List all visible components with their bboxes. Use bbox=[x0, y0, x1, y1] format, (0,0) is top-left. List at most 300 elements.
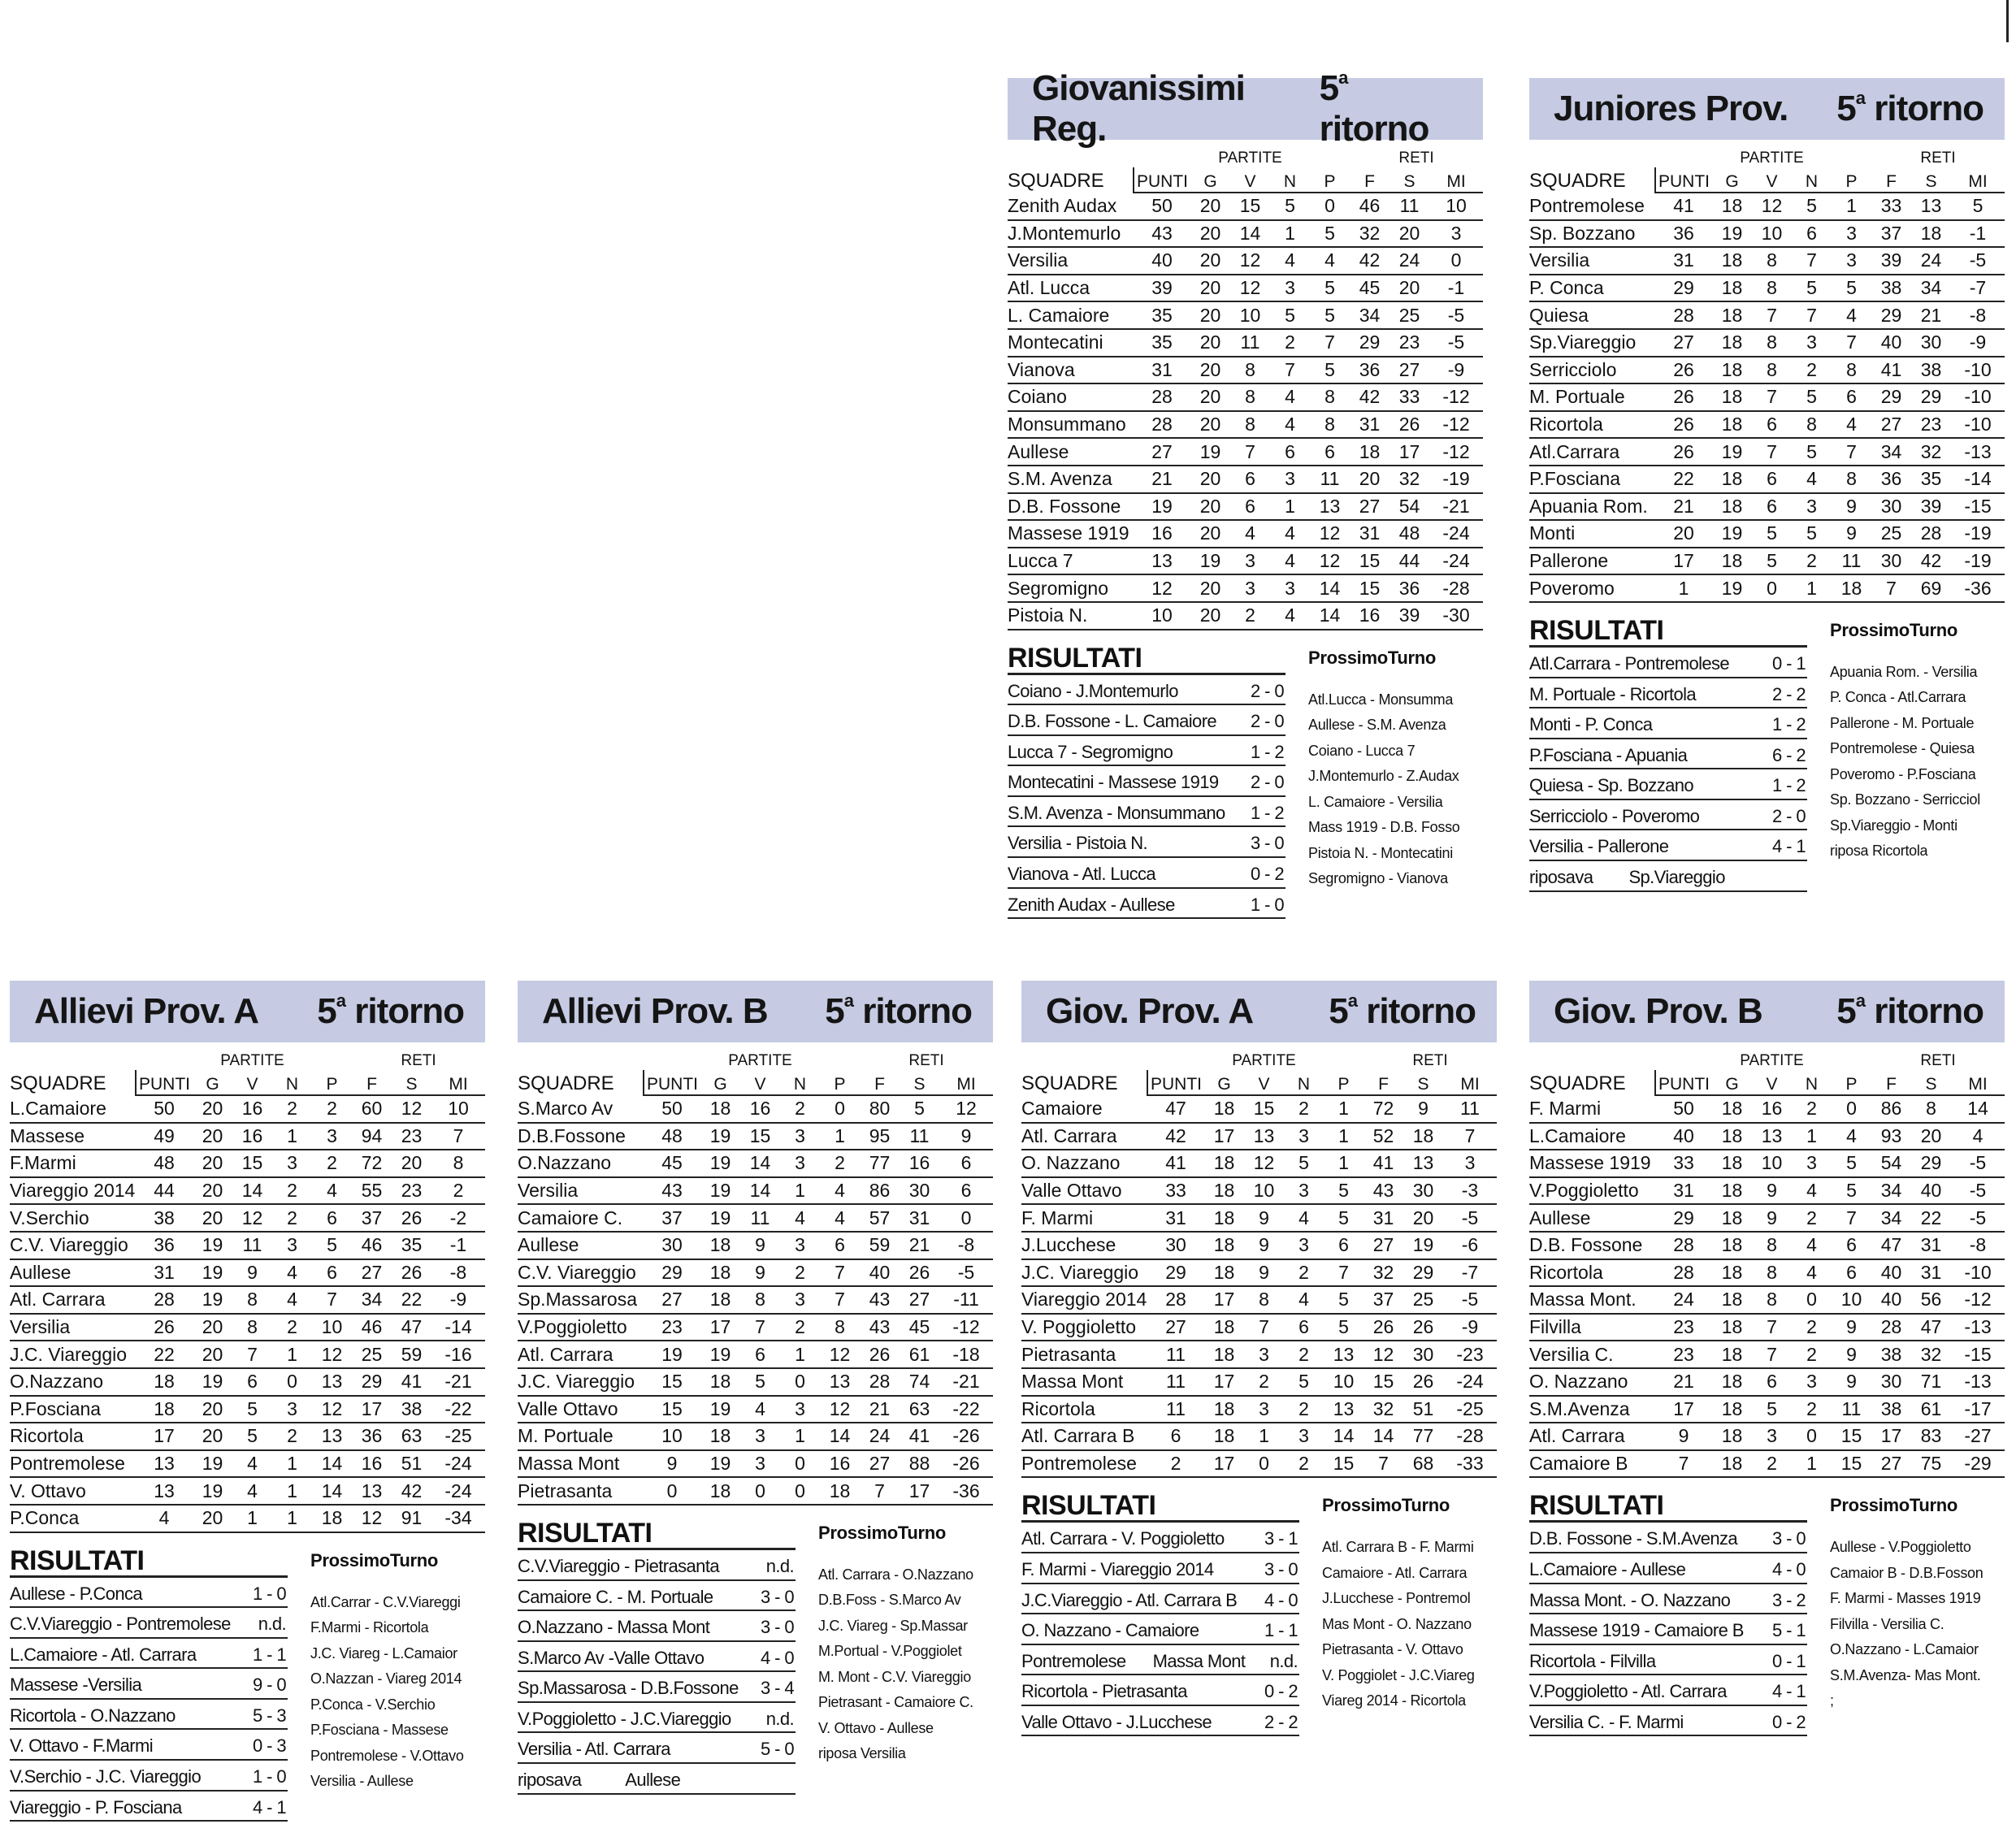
stat-cell: 19 bbox=[644, 1341, 700, 1368]
table-row bbox=[518, 1232, 993, 1259]
results-title: RISULTATI bbox=[1529, 1489, 1807, 1523]
standings-table bbox=[10, 1051, 485, 1533]
stat-cell: 21 bbox=[1655, 493, 1712, 521]
team-name: P.Fosciana bbox=[1529, 466, 1655, 493]
stat-cell: 5 bbox=[1270, 301, 1310, 329]
stat-cell: -24 bbox=[1429, 548, 1483, 575]
col-n: N bbox=[1792, 1070, 1832, 1095]
stat-cell: 7 bbox=[312, 1286, 352, 1314]
stat-cell: 0 bbox=[1310, 193, 1350, 220]
table-row bbox=[1021, 1314, 1497, 1341]
match-teams: Atl. Carrara - V. Poggioletto bbox=[1021, 1528, 1225, 1549]
team-name: J.C. Viareggio bbox=[1021, 1259, 1147, 1287]
column-header-row bbox=[1008, 167, 1483, 193]
stat-cell: 61 bbox=[1911, 1396, 1951, 1423]
stat-cell: 12 bbox=[1134, 574, 1190, 602]
match-teams: Lucca 7 - Segromigno bbox=[1008, 741, 1173, 762]
stat-cell: 32 bbox=[1364, 1259, 1403, 1287]
partite-group-label: PARTITE bbox=[1740, 1052, 1804, 1069]
stat-cell: 7 bbox=[1792, 301, 1832, 329]
team-name: Versilia bbox=[10, 1314, 136, 1341]
stat-cell: 2 bbox=[780, 1095, 820, 1123]
stat-cell: -9 bbox=[431, 1286, 485, 1314]
stat-cell: 28 bbox=[1134, 383, 1190, 411]
stat-cell: 54 bbox=[1390, 493, 1429, 521]
stat-cell: 4 bbox=[1270, 520, 1310, 548]
stat-cell: -12 bbox=[1429, 383, 1483, 411]
stat-cell: 0 bbox=[1429, 247, 1483, 275]
stat-cell: 4 bbox=[1832, 301, 1871, 329]
result-row bbox=[1008, 827, 1285, 858]
stat-cell: 6 bbox=[1230, 493, 1270, 521]
stat-cell: 18 bbox=[1403, 1123, 1443, 1150]
stat-cell: -28 bbox=[1429, 574, 1483, 602]
col-mi: MI bbox=[1443, 1070, 1497, 1095]
stat-cell: 12 bbox=[1752, 193, 1792, 220]
stat-cell: 11 bbox=[1832, 1396, 1871, 1423]
stat-cell: 0 bbox=[780, 1368, 820, 1396]
stat-cell: 2 bbox=[1792, 357, 1832, 384]
table-row bbox=[1021, 1423, 1497, 1450]
stat-cell: 7 bbox=[1752, 438, 1792, 466]
stat-cell: 2 bbox=[312, 1150, 352, 1177]
stat-cell: 1 bbox=[1244, 1423, 1284, 1450]
stat-cell: 1 bbox=[272, 1450, 312, 1478]
match-teams: Camaiore C. - M. Portuale bbox=[518, 1586, 713, 1607]
stat-cell: 3 bbox=[740, 1450, 780, 1478]
stat-cell: 5 bbox=[1324, 1286, 1364, 1314]
stat-cell: 23 bbox=[1390, 329, 1429, 357]
stat-cell: -5 bbox=[1429, 301, 1483, 329]
stat-cell: 20 bbox=[193, 1314, 232, 1341]
team-name: O.Nazzano bbox=[518, 1150, 644, 1177]
column-header-row bbox=[1021, 1070, 1497, 1095]
stat-cell: -12 bbox=[1429, 438, 1483, 466]
stat-cell: 15 bbox=[740, 1123, 780, 1150]
stat-cell: -5 bbox=[1951, 247, 2005, 275]
stat-cell: 29 bbox=[1403, 1259, 1443, 1287]
team-name: M. Portuale bbox=[1529, 383, 1655, 411]
stat-cell: 8 bbox=[820, 1314, 860, 1341]
stat-cell: 39 bbox=[1871, 247, 1911, 275]
stat-cell: 31 bbox=[1911, 1259, 1951, 1287]
stat-cell: 22 bbox=[392, 1286, 431, 1314]
stat-cell: 8 bbox=[232, 1314, 272, 1341]
fixture-item: Camaior B - D.B.Fosson bbox=[1830, 1564, 1983, 1581]
stat-cell: 14 bbox=[1951, 1095, 2005, 1123]
results-section bbox=[10, 1545, 485, 1822]
stat-cell: 13 bbox=[136, 1450, 193, 1478]
team-name: Ricortola bbox=[1529, 1259, 1655, 1287]
stat-cell: 25 bbox=[1403, 1286, 1443, 1314]
stat-cell: 13 bbox=[352, 1477, 392, 1505]
team-name: Sp.Viareggio bbox=[1529, 329, 1655, 357]
stat-cell: 2 bbox=[1792, 1314, 1832, 1341]
stat-cell: 5 bbox=[1310, 357, 1350, 384]
stat-cell: 32 bbox=[1911, 438, 1951, 466]
stat-cell: 14 bbox=[740, 1150, 780, 1177]
team-name: Viareggio 2014 bbox=[10, 1177, 136, 1205]
stat-cell: 28 bbox=[1655, 301, 1712, 329]
table-row bbox=[1529, 1450, 2005, 1478]
round-number: 5 bbox=[1836, 991, 1856, 1031]
partite-group-label: PARTITE bbox=[220, 1052, 284, 1069]
stat-cell: -21 bbox=[431, 1368, 485, 1396]
table-row bbox=[1021, 1286, 1497, 1314]
stat-cell: 26 bbox=[1403, 1368, 1443, 1396]
stat-cell: 6 bbox=[312, 1259, 352, 1287]
match-score: 3 - 0 bbox=[1250, 833, 1285, 854]
next-round-list bbox=[1830, 660, 2005, 864]
stat-cell: 11 bbox=[740, 1204, 780, 1232]
stat-cell: 44 bbox=[1390, 548, 1429, 575]
stat-cell: 21 bbox=[860, 1396, 900, 1423]
results-section bbox=[518, 1517, 993, 1795]
table-row bbox=[1529, 1396, 2005, 1423]
stat-cell: 9 bbox=[1655, 1423, 1712, 1450]
stat-cell: 2 bbox=[1284, 1341, 1324, 1368]
stat-cell: 21 bbox=[900, 1232, 939, 1259]
stat-cell: 20 bbox=[1190, 275, 1230, 302]
team-name: Ricortola bbox=[1021, 1396, 1147, 1423]
stat-cell: 0 bbox=[1752, 574, 1792, 602]
match-teams: S.Marco Av -Valle Ottavo bbox=[518, 1647, 705, 1668]
match-score: 1 - 1 bbox=[1264, 1620, 1298, 1641]
stat-cell: 48 bbox=[1390, 520, 1429, 548]
stat-cell: 9 bbox=[740, 1232, 780, 1259]
stat-cell: 18 bbox=[1712, 193, 1752, 220]
result-row bbox=[1529, 1584, 1807, 1615]
team-name: Ricortola bbox=[1529, 411, 1655, 439]
stat-cell: 20 bbox=[1350, 466, 1390, 493]
group-header-row bbox=[1008, 148, 1483, 167]
fixture-item: ; bbox=[1830, 1692, 1834, 1709]
match-teams: C.V.Viareggio - Pontremolese bbox=[10, 1614, 231, 1635]
reti-group-label: RETI bbox=[401, 1052, 436, 1069]
stat-cell: 7 bbox=[1792, 247, 1832, 275]
result-row bbox=[10, 1578, 288, 1609]
stat-cell: 11 bbox=[1443, 1095, 1497, 1123]
standings-table bbox=[1021, 1051, 1497, 1478]
stat-cell: 26 bbox=[136, 1314, 193, 1341]
stat-cell: 3 bbox=[1832, 247, 1871, 275]
match-score: 0 - 2 bbox=[1264, 1681, 1298, 1702]
stat-cell: 18 bbox=[1712, 1232, 1752, 1259]
fixture-item: P.Fosciana - Massese bbox=[310, 1722, 449, 1738]
stat-cell: 8 bbox=[1752, 1259, 1792, 1287]
result-row bbox=[518, 1672, 796, 1703]
col-p: P bbox=[820, 1070, 860, 1095]
stat-cell: 18 bbox=[1911, 220, 1951, 248]
stat-cell: 24 bbox=[860, 1423, 900, 1450]
stat-cell: 7 bbox=[1655, 1450, 1712, 1478]
stat-cell: 13 bbox=[312, 1423, 352, 1450]
stat-cell: 36 bbox=[1390, 574, 1429, 602]
stat-cell: 19 bbox=[1190, 438, 1230, 466]
match-teams: O. Nazzano - Camaiore bbox=[1021, 1620, 1199, 1641]
stat-cell: -28 bbox=[1443, 1423, 1497, 1450]
round-label bbox=[317, 991, 464, 1032]
table-row bbox=[10, 1177, 485, 1205]
team-name: Sp.Massarosa bbox=[518, 1286, 644, 1314]
stat-cell: 23 bbox=[1911, 411, 1951, 439]
result-row bbox=[1529, 1645, 1807, 1676]
stat-cell: 1 bbox=[272, 1477, 312, 1505]
table-row bbox=[1529, 275, 2005, 302]
stat-cell: 30 bbox=[1871, 493, 1911, 521]
table-row bbox=[1008, 383, 1483, 411]
col-squadre: SQUADRE bbox=[1529, 1072, 1626, 1094]
match-teams: Ricortola - O.Nazzano bbox=[10, 1705, 176, 1726]
stat-cell: 29 bbox=[352, 1368, 392, 1396]
stat-cell: 28 bbox=[860, 1368, 900, 1396]
stat-cell: 19 bbox=[1712, 438, 1752, 466]
stat-cell: 86 bbox=[1871, 1095, 1911, 1123]
stat-cell: 4 bbox=[1792, 1259, 1832, 1287]
col-g: G bbox=[1190, 167, 1230, 193]
table-row bbox=[1529, 1204, 2005, 1232]
table-row bbox=[518, 1450, 993, 1478]
match-teams: J.C.Viareggio - Atl. Carrara B bbox=[1021, 1589, 1238, 1610]
col-s: S bbox=[1390, 167, 1429, 193]
col-mi: MI bbox=[1429, 167, 1483, 193]
round-suffix: ritorno bbox=[1865, 89, 1983, 128]
stat-cell: 30 bbox=[1147, 1232, 1204, 1259]
stat-cell: 20 bbox=[1190, 520, 1230, 548]
stat-cell: 20 bbox=[1190, 329, 1230, 357]
stat-cell: 6 bbox=[939, 1150, 993, 1177]
stat-cell: 8 bbox=[1230, 383, 1270, 411]
stat-cell: 18 bbox=[1712, 1286, 1752, 1314]
league-panel bbox=[10, 981, 485, 1822]
stat-cell: 50 bbox=[1655, 1095, 1712, 1123]
round-number: 5 bbox=[317, 991, 336, 1031]
stat-cell: 31 bbox=[1134, 357, 1190, 384]
stat-cell: 18 bbox=[1832, 574, 1871, 602]
reti-group-label: RETI bbox=[908, 1052, 944, 1069]
stat-cell: 10 bbox=[1134, 602, 1190, 630]
table-row bbox=[1529, 220, 2005, 248]
stat-cell: 3 bbox=[1284, 1123, 1324, 1150]
stat-cell: -11 bbox=[939, 1286, 993, 1314]
match-score: 2 - 0 bbox=[1250, 772, 1285, 793]
match-teams: riposava Aullese bbox=[518, 1770, 681, 1791]
stat-cell: 11 bbox=[1147, 1368, 1204, 1396]
stat-cell: 4 bbox=[1832, 1123, 1871, 1150]
team-name: Pietrasanta bbox=[518, 1477, 644, 1505]
table-row bbox=[1529, 383, 2005, 411]
table-row bbox=[1021, 1123, 1497, 1150]
round-suffix: ritorno bbox=[345, 991, 464, 1031]
table-row bbox=[1008, 247, 1483, 275]
results-section bbox=[1529, 1489, 2005, 1736]
col-mi: MI bbox=[939, 1070, 993, 1095]
stat-cell: 29 bbox=[1911, 383, 1951, 411]
table-row bbox=[10, 1341, 485, 1368]
stat-cell: 74 bbox=[900, 1368, 939, 1396]
stat-cell: 27 bbox=[860, 1450, 900, 1478]
stat-cell: 1 bbox=[1655, 574, 1712, 602]
stat-cell: 2 bbox=[1284, 1396, 1324, 1423]
stat-cell: 5 bbox=[900, 1095, 939, 1123]
fixture-item: Mas Mont - O. Nazzano bbox=[1322, 1615, 1472, 1632]
table-row bbox=[10, 1259, 485, 1287]
stat-cell: -10 bbox=[1951, 357, 2005, 384]
stat-cell: 18 bbox=[1712, 1423, 1752, 1450]
stat-cell: 12 bbox=[820, 1341, 860, 1368]
next-round bbox=[1830, 1489, 2005, 1714]
result-row bbox=[518, 1703, 796, 1734]
stat-cell: 6 bbox=[820, 1232, 860, 1259]
stat-cell: 4 bbox=[272, 1259, 312, 1287]
team-name: P.Conca bbox=[10, 1505, 136, 1532]
stat-cell: 33 bbox=[1871, 193, 1911, 220]
round-suffix: ritorno bbox=[1319, 109, 1429, 149]
col-squadre: SQUADRE bbox=[1021, 1072, 1118, 1094]
stat-cell: 11 bbox=[1147, 1341, 1204, 1368]
col-v: V bbox=[740, 1070, 780, 1095]
table-row bbox=[1529, 1286, 2005, 1314]
stat-cell: 1 bbox=[1324, 1150, 1364, 1177]
stat-cell: 4 bbox=[740, 1396, 780, 1423]
stat-cell: 14 bbox=[1364, 1423, 1403, 1450]
match-score: 4 - 0 bbox=[760, 1647, 795, 1668]
stat-cell: -36 bbox=[939, 1477, 993, 1505]
stat-cell: 2 bbox=[1284, 1450, 1324, 1478]
stat-cell: 38 bbox=[1871, 275, 1911, 302]
stat-cell: 31 bbox=[136, 1259, 193, 1287]
stat-cell: 29 bbox=[1655, 275, 1712, 302]
match-score: 2 - 2 bbox=[1771, 683, 1806, 704]
team-name: Versilia bbox=[1008, 247, 1134, 275]
stat-cell: 18 bbox=[312, 1505, 352, 1532]
stat-cell: 18 bbox=[1712, 1341, 1752, 1368]
stat-cell: 2 bbox=[1792, 1095, 1832, 1123]
table-row bbox=[1529, 520, 2005, 548]
stat-cell: 31 bbox=[1350, 411, 1390, 439]
table-row bbox=[1529, 438, 2005, 466]
stat-cell: -7 bbox=[1443, 1259, 1497, 1287]
team-name: Segromigno bbox=[1008, 574, 1134, 602]
next-round-list bbox=[818, 1562, 993, 1767]
table-row bbox=[1021, 1368, 1497, 1396]
stat-cell: 18 bbox=[1712, 466, 1752, 493]
stat-cell: 31 bbox=[1655, 1177, 1712, 1205]
stat-cell: 6 bbox=[1752, 411, 1792, 439]
stat-cell: 3 bbox=[1752, 1423, 1792, 1450]
stat-cell: 7 bbox=[1310, 329, 1350, 357]
stat-cell: 18 bbox=[1712, 383, 1752, 411]
table-row bbox=[1008, 193, 1483, 220]
result-row bbox=[518, 1642, 796, 1673]
stat-cell: 20 bbox=[1190, 383, 1230, 411]
stat-cell: -8 bbox=[939, 1232, 993, 1259]
stat-cell: 20 bbox=[193, 1204, 232, 1232]
team-name: V.Serchio bbox=[10, 1204, 136, 1232]
stat-cell: 40 bbox=[1134, 247, 1190, 275]
result-row bbox=[1529, 1523, 1807, 1553]
fixture-item: Sp.Viareggio - Monti bbox=[1830, 817, 1957, 834]
stat-cell: 46 bbox=[352, 1314, 392, 1341]
stat-cell: 18 bbox=[1712, 1368, 1752, 1396]
stat-cell: -6 bbox=[1443, 1232, 1497, 1259]
stat-cell: 9 bbox=[1832, 493, 1871, 521]
table-row bbox=[1008, 275, 1483, 302]
stat-cell: 8 bbox=[1792, 411, 1832, 439]
stat-cell: 15 bbox=[1244, 1095, 1284, 1123]
stat-cell: 4 bbox=[272, 1286, 312, 1314]
col-f: F bbox=[1350, 167, 1390, 193]
team-name: Ricortola bbox=[10, 1423, 136, 1450]
team-name: Valle Ottavo bbox=[1021, 1177, 1147, 1205]
table-row bbox=[1008, 329, 1483, 357]
stat-cell: 46 bbox=[1350, 193, 1390, 220]
stat-cell: 14 bbox=[740, 1177, 780, 1205]
stat-cell: 7 bbox=[1752, 301, 1792, 329]
table-row bbox=[1008, 411, 1483, 439]
stat-cell: 5 bbox=[1270, 193, 1310, 220]
stat-cell: 20 bbox=[193, 1396, 232, 1423]
stat-cell: -5 bbox=[1951, 1177, 2005, 1205]
stat-cell: 6 bbox=[1792, 220, 1832, 248]
group-header-row bbox=[1529, 148, 2005, 167]
table-row bbox=[1021, 1396, 1497, 1423]
match-score: 6 - 2 bbox=[1771, 744, 1806, 765]
match-teams: C.V.Viareggio - Pietrasanta bbox=[518, 1555, 719, 1576]
partite-group-label: PARTITE bbox=[1218, 149, 1282, 167]
stat-cell: 7 bbox=[431, 1123, 485, 1150]
team-name: V. Ottavo bbox=[10, 1477, 136, 1505]
round-superscript: a bbox=[1338, 67, 1348, 89]
stat-cell: 9 bbox=[232, 1259, 272, 1287]
result-row bbox=[1529, 739, 1807, 770]
league-panel bbox=[1021, 981, 1497, 1736]
stat-cell: 2 bbox=[1792, 1396, 1832, 1423]
stat-cell: 16 bbox=[232, 1123, 272, 1150]
stat-cell: 47 bbox=[392, 1314, 431, 1341]
fixture-item: Pietrasanta - V. Ottavo bbox=[1322, 1641, 1463, 1658]
partite-group-label: PARTITE bbox=[1740, 149, 1804, 167]
stat-cell: 23 bbox=[392, 1177, 431, 1205]
stat-cell: 26 bbox=[392, 1259, 431, 1287]
stat-cell: 5 bbox=[1951, 193, 2005, 220]
table-row bbox=[518, 1259, 993, 1287]
next-round bbox=[1830, 614, 2005, 864]
table-row bbox=[1529, 1123, 2005, 1150]
stat-cell: 41 bbox=[392, 1368, 431, 1396]
team-name: Pallerone bbox=[1529, 548, 1655, 575]
match-teams: riposava Sp.Viareggio bbox=[1529, 867, 1725, 888]
stat-cell: 24 bbox=[1390, 247, 1429, 275]
table-row bbox=[518, 1177, 993, 1205]
stat-cell: -10 bbox=[1951, 411, 2005, 439]
match-teams: Monti - P. Conca bbox=[1529, 714, 1653, 735]
match-score: 5 - 1 bbox=[1771, 1620, 1806, 1641]
stat-cell: 12 bbox=[392, 1095, 431, 1123]
league-panel bbox=[1008, 67, 1483, 919]
team-name: L.Camaiore bbox=[10, 1095, 136, 1123]
stat-cell: 32 bbox=[1350, 220, 1390, 248]
match-score: 4 - 1 bbox=[1771, 1681, 1806, 1702]
stat-cell: -8 bbox=[1951, 301, 2005, 329]
stat-cell: 30 bbox=[644, 1232, 700, 1259]
stat-cell: 3 bbox=[272, 1232, 312, 1259]
stat-cell: 30 bbox=[1403, 1177, 1443, 1205]
match-score: 1 - 1 bbox=[252, 1644, 287, 1665]
stat-cell: 2 bbox=[780, 1314, 820, 1341]
match-score bbox=[1806, 861, 1807, 890]
table-row bbox=[1008, 602, 1483, 630]
